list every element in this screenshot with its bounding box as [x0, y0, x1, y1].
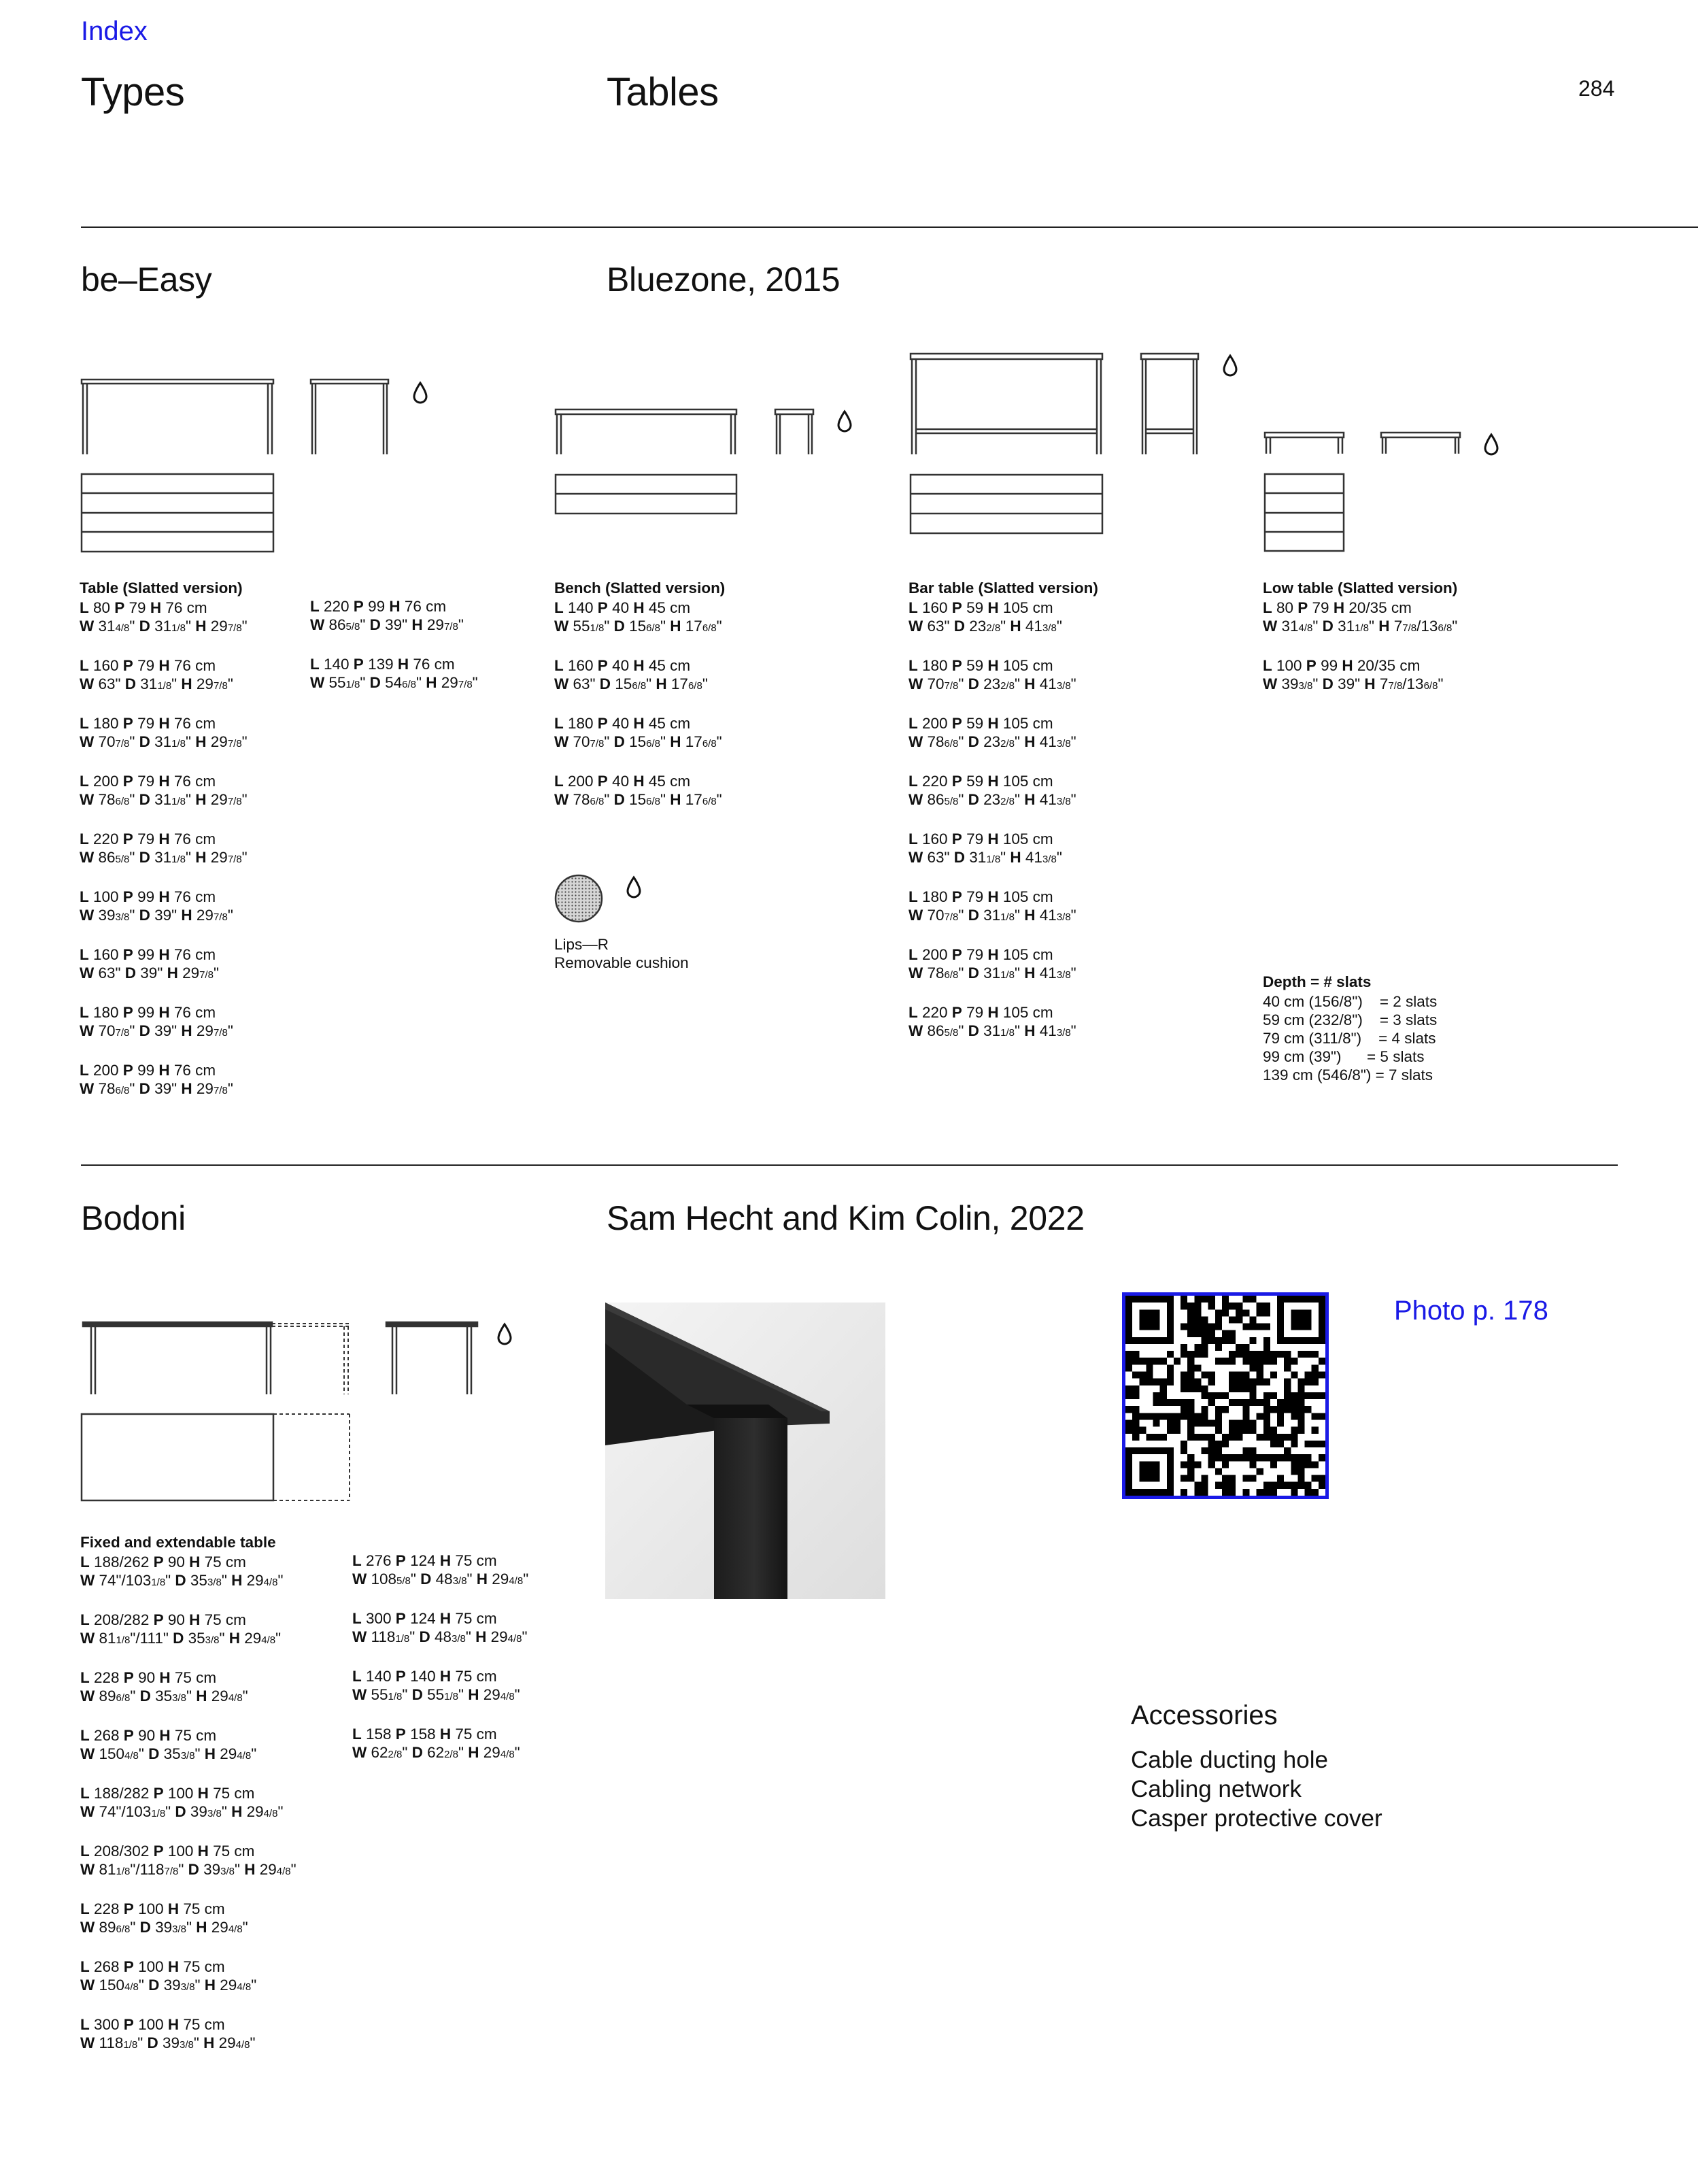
designer-bluezone: Bluezone, 2015	[607, 261, 840, 299]
spec-line: L 200 P 40 H 45 cm	[554, 773, 691, 790]
depth-legend-list	[1263, 992, 1437, 1084]
spec-line: L 158 P 158 H 75 cm	[352, 1726, 497, 1743]
spec-line: W 551/8" D 551/8" H 294/8"	[352, 1686, 520, 1703]
spec-line: L 300 P 124 H 75 cm	[352, 1610, 497, 1627]
spec-entry	[352, 1725, 528, 1764]
spec-entry	[80, 1061, 248, 1100]
spec-entry	[554, 772, 725, 811]
spec-line: L 208/302 P 100 H 75 cm	[80, 1843, 255, 1860]
spec-line: W 865/8" D 232/8" H 413/8"	[909, 791, 1076, 808]
table-slatted-drawing	[80, 378, 277, 555]
spec-entry	[909, 714, 1098, 753]
bodoni-spec-list-2	[352, 1551, 528, 1764]
spec-line: W 707/8" D 311/8" H 413/8"	[909, 907, 1076, 924]
cushion-name: Lips—R	[554, 936, 609, 953]
spec-line: L 228 P 90 H 75 cm	[80, 1669, 217, 1686]
product-name-bodoni: Bodoni	[81, 1199, 186, 1237]
spec-entry	[80, 1958, 296, 1996]
depth-legend-title: Depth = # slats	[1263, 973, 1372, 990]
qr-code-pattern	[1125, 1296, 1325, 1496]
spec-line: L 228 P 100 H 75 cm	[80, 1900, 225, 1917]
bar-table-specs	[909, 579, 1098, 1061]
spec-entry	[80, 1784, 296, 1823]
spec-entry	[80, 772, 248, 811]
spec-entry	[554, 656, 725, 695]
spec-line: W 896/8" D 393/8" H 294/8"	[80, 1919, 248, 1936]
low-table-caption: Low table (Slatted version)	[1263, 579, 1458, 597]
page-number: 284	[1578, 76, 1615, 101]
depth-row: 40 cm (156/8") = 2 slats	[1263, 993, 1438, 1010]
spec-line: L 180 P 79 H 105 cm	[909, 888, 1053, 905]
spec-line: W 314/8" D 311/8" H 77/8/136/8"	[1263, 618, 1458, 635]
spec-line: L 200 P 79 H 76 cm	[80, 773, 216, 790]
spec-line: L 208/282 P 90 H 75 cm	[80, 1611, 246, 1628]
product-name-be-easy: be–Easy	[81, 261, 212, 299]
bodoni-caption: Fixed and extendable table	[80, 1534, 276, 1551]
spec-entry	[310, 655, 478, 694]
accessories-list	[1131, 1745, 1382, 1833]
table-specs-col2	[310, 597, 478, 713]
spec-entry	[909, 656, 1098, 695]
spec-line: W 707/8" D 39" H 297/8"	[80, 1022, 233, 1039]
depth-row: 79 cm (311/8") = 4 slats	[1263, 1030, 1436, 1047]
cushion-description: Removable cushion	[554, 954, 689, 971]
spec-entry	[909, 772, 1098, 811]
spec-line: L 80 P 79 H 76 cm	[80, 599, 207, 616]
spec-line: W 865/8" D 311/8" H 297/8"	[80, 849, 248, 866]
spec-entry	[80, 1668, 296, 1707]
spec-line: W 707/8" D 156/8" H 176/8"	[554, 733, 722, 750]
bench-caption: Bench (Slatted version)	[554, 579, 726, 597]
table-side-drawing	[309, 378, 390, 460]
bar-table-drawing	[909, 352, 1106, 536]
spec-line: W 707/8" D 311/8" H 297/8"	[80, 733, 248, 750]
outdoor-drop-icon	[1221, 354, 1239, 378]
spec-entry	[80, 714, 248, 753]
spec-entry	[554, 714, 725, 753]
spec-entry	[80, 1003, 248, 1042]
spec-entry	[80, 1726, 296, 1765]
photo-page-link[interactable]: Photo p. 178	[1394, 1296, 1548, 1326]
spec-line: W 393/8" D 39" H 297/8"	[80, 907, 233, 924]
bodoni-specs-col2	[352, 1551, 528, 1783]
spec-line: W 896/8" D 353/8" H 294/8"	[80, 1687, 248, 1704]
bench-side-drawing	[773, 408, 815, 457]
spec-entry	[909, 888, 1098, 926]
spec-line: W 63" D 39" H 297/8"	[80, 964, 219, 981]
depth-row: 139 cm (546/8") = 7 slats	[1263, 1066, 1433, 1083]
spec-line: L 220 P 79 H 76 cm	[80, 830, 216, 847]
spec-entry	[80, 888, 248, 926]
spec-line: W 74"/1031/8" D 393/8" H 294/8"	[80, 1803, 284, 1820]
bodoni-spec-list	[80, 1553, 296, 2054]
spec-line: W 786/8" D 39" H 297/8"	[80, 1080, 233, 1097]
spec-entry	[80, 599, 248, 637]
spec-line: L 140 P 139 H 76 cm	[310, 656, 455, 673]
accessory-item: Cable ducting hole	[1131, 1747, 1328, 1773]
accessory-item: Cabling network	[1131, 1776, 1302, 1802]
spec-line: W 63" D 311/8" H 297/8"	[80, 675, 233, 692]
spec-entry	[310, 597, 478, 636]
spec-line: W 63" D 311/8" H 413/8"	[909, 849, 1062, 866]
outdoor-drop-icon	[625, 875, 643, 900]
spec-line: W 551/8" D 156/8" H 176/8"	[554, 618, 722, 635]
spec-entry	[909, 1003, 1098, 1042]
spec-line: L 180 P 40 H 45 cm	[554, 715, 691, 732]
bench-specs	[554, 579, 725, 830]
bar-table-side-drawing	[1139, 352, 1200, 458]
spec-entry	[80, 2015, 296, 2054]
spec-entry	[909, 830, 1098, 869]
outdoor-drop-icon	[1482, 433, 1500, 457]
spec-line: L 140 P 140 H 75 cm	[352, 1668, 497, 1685]
outdoor-drop-icon	[836, 409, 853, 434]
low-table-drawing	[1263, 431, 1346, 554]
top-rule	[81, 226, 1698, 228]
bodoni-specs	[80, 1533, 296, 2073]
spec-line: W 865/8" D 39" H 297/8"	[310, 616, 464, 633]
spec-entry	[80, 1611, 296, 1649]
spec-line: L 268 P 90 H 75 cm	[80, 1727, 217, 1744]
depth-row: 59 cm (232/8") = 3 slats	[1263, 1011, 1438, 1028]
spec-line: L 160 P 40 H 45 cm	[554, 657, 691, 674]
spec-line: L 188/262 P 90 H 75 cm	[80, 1553, 246, 1570]
outdoor-drop-icon	[411, 381, 429, 405]
table-specs	[80, 579, 248, 1119]
designer-hecht-colin: Sam Hecht and Kim Colin, 2022	[607, 1199, 1085, 1237]
category-heading: Tables	[607, 70, 719, 114]
spec-line: W 1181/8" D 483/8" H 294/8"	[352, 1628, 528, 1645]
spec-line: W 74"/1031/8" D 353/8" H 294/8"	[80, 1572, 284, 1589]
depth-row: 99 cm (39") = 5 slats	[1263, 1048, 1425, 1065]
spec-entry	[80, 1900, 296, 1938]
spec-entry	[80, 1553, 296, 1592]
spec-line: W 707/8" D 232/8" H 413/8"	[909, 675, 1076, 692]
spec-line: L 140 P 40 H 45 cm	[554, 599, 691, 616]
low-table-side-drawing	[1379, 431, 1462, 458]
spec-line: L 180 P 79 H 76 cm	[80, 715, 216, 732]
spec-line: L 188/282 P 100 H 75 cm	[80, 1785, 255, 1802]
table-caption: Table (Slatted version)	[80, 579, 243, 597]
spec-entry	[909, 945, 1098, 984]
section-rule	[81, 1164, 1618, 1166]
types-heading: Types	[81, 70, 185, 114]
spec-line: W 63" D 232/8" H 413/8"	[909, 618, 1062, 635]
spec-entry	[352, 1551, 528, 1590]
spec-line: W 811/8"/111" D 353/8" H 294/8"	[80, 1630, 282, 1647]
depth-slats-legend	[1263, 973, 1437, 1084]
low-table-specs	[1263, 579, 1457, 714]
bodoni-extendable-drawing	[80, 1321, 353, 1502]
bodoni-product-photo	[605, 1303, 885, 1599]
spec-line: W 1504/8" D 353/8" H 294/8"	[80, 1745, 257, 1762]
spec-entry	[1263, 656, 1457, 695]
spec-line: W 786/8" D 311/8" H 297/8"	[80, 791, 248, 808]
spec-line: L 180 P 99 H 76 cm	[80, 1004, 216, 1021]
qr-code[interactable]	[1122, 1292, 1329, 1499]
accessories-heading: Accessories	[1131, 1700, 1278, 1730]
spec-line: L 268 P 100 H 75 cm	[80, 1958, 225, 1975]
bench-drawing	[554, 408, 738, 517]
spec-line: L 80 P 79 H 20/35 cm	[1263, 599, 1412, 616]
spec-entry	[352, 1667, 528, 1706]
spec-line: L 200 P 99 H 76 cm	[80, 1062, 216, 1079]
spec-line: W 786/8" D 156/8" H 176/8"	[554, 791, 722, 808]
spec-line: W 1181/8" D 393/8" H 294/8"	[80, 2034, 256, 2051]
spec-line: W 1085/8" D 483/8" H 294/8"	[352, 1570, 529, 1587]
spec-line: L 220 P 59 H 105 cm	[909, 773, 1053, 790]
spec-line: W 811/8"/1187/8" D 393/8" H 294/8"	[80, 1861, 296, 1878]
spec-line: W 63" D 156/8" H 176/8"	[554, 675, 708, 692]
spec-line: L 220 P 99 H 76 cm	[310, 598, 447, 615]
index-link[interactable]: Index	[81, 16, 148, 46]
spec-line: W 551/8" D 546/8" H 297/8"	[310, 674, 478, 691]
spec-line: L 100 P 99 H 76 cm	[80, 888, 216, 905]
spec-entry	[80, 656, 248, 695]
spec-line: W 314/8" D 311/8" H 297/8"	[80, 618, 248, 635]
spec-entry	[80, 830, 248, 869]
spec-line: L 160 P 79 H 105 cm	[909, 830, 1053, 847]
spec-line: L 160 P 79 H 76 cm	[80, 657, 216, 674]
spec-entry	[80, 945, 248, 984]
spec-entry	[352, 1609, 528, 1648]
spec-line: W 786/8" D 232/8" H 413/8"	[909, 733, 1076, 750]
spec-line: L 200 P 59 H 105 cm	[909, 715, 1053, 732]
spec-entry	[80, 1842, 296, 1881]
accessory-item: Casper protective cover	[1131, 1805, 1382, 1832]
spec-entry	[909, 599, 1098, 637]
bar-table-caption: Bar table (Slatted version)	[909, 579, 1098, 597]
bodoni-side-drawing	[384, 1321, 479, 1397]
spec-line: W 865/8" D 311/8" H 413/8"	[909, 1022, 1076, 1039]
table-spec-list-2	[310, 597, 478, 694]
table-spec-list	[80, 599, 248, 1100]
spec-line: L 160 P 99 H 76 cm	[80, 946, 216, 963]
spec-line: W 786/8" D 311/8" H 413/8"	[909, 964, 1076, 981]
spec-line: W 393/8" D 39" H 77/8/136/8"	[1263, 675, 1444, 692]
outdoor-drop-icon	[496, 1322, 513, 1347]
spec-line: L 276 P 124 H 75 cm	[352, 1552, 497, 1569]
cushion-swatch	[554, 873, 604, 924]
spec-entry	[554, 599, 725, 637]
spec-line: W 1504/8" D 393/8" H 294/8"	[80, 1977, 257, 1994]
spec-entry	[1263, 599, 1457, 637]
bar-table-spec-list	[909, 599, 1098, 1042]
spec-line: W 622/8" D 622/8" H 294/8"	[352, 1744, 520, 1761]
spec-line: L 300 P 100 H 75 cm	[80, 2016, 225, 2033]
spec-line: L 220 P 79 H 105 cm	[909, 1004, 1053, 1021]
bench-spec-list	[554, 599, 725, 811]
low-table-spec-list	[1263, 599, 1457, 695]
spec-line: L 160 P 59 H 105 cm	[909, 599, 1053, 616]
spec-line: L 180 P 59 H 105 cm	[909, 657, 1053, 674]
spec-line: L 200 P 79 H 105 cm	[909, 946, 1053, 963]
spec-line: L 100 P 99 H 20/35 cm	[1263, 657, 1421, 674]
